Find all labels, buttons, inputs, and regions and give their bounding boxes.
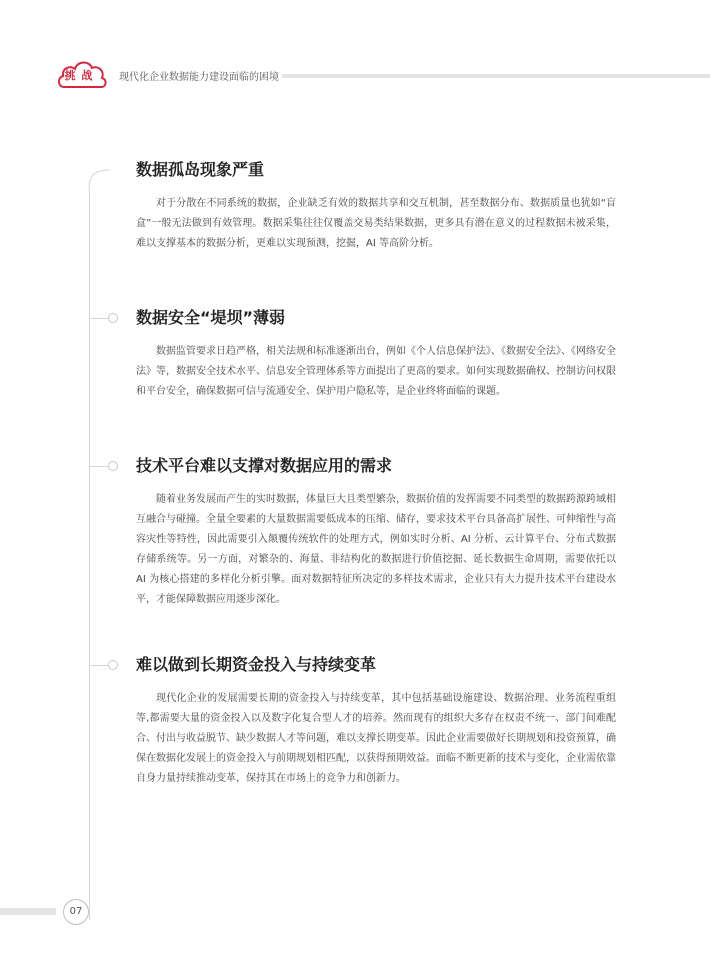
timeline-top-curve (88, 166, 112, 190)
challenge-badge (56, 56, 112, 90)
timeline-node (108, 660, 118, 670)
timeline-connector (90, 318, 110, 319)
timeline-connector (90, 466, 110, 467)
timeline-decoration (0, 150, 120, 920)
section-body: 数据监管要求日趋严格，相关法规和标准逐渐出台，例如《个人信息保护法》、《数据安全法》、《网络安全法》等，数据安全技术水平、信息安全管理体系等方面提出了更高的要求。如何实现数据确权、控制访问权限和平台安全，确保数据可信与流通安全、保护用户隐私等，是企业终将面临的课题。 (136, 346, 616, 397)
badge-label: 挑 战 (64, 69, 94, 82)
section-body: 对于分散在不同系统的数据，企业缺乏有效的数据共享和交互机制，甚至数据分布、数据质量也犹如“盲盒”一般无法做到有效管理。数据采集往往仅覆盖交易类结果数据，更多具有潜在意义的过程数据未被采集，难以支撑基本的数据分析，更难以实现预测，挖掘，AI 等高阶分析。 (136, 198, 616, 249)
page-number: 07 (63, 899, 89, 925)
section-tech-platform (136, 456, 616, 620)
header-title: 现代化企业数据能力建设面临的困境 (119, 72, 279, 83)
section-body: 现代化企业的发展需要长期的资金投入与持续变革，其中包括基础设施建设、数据治理、业务流程重组等,都需要大量的资金投入以及数字化复合型人才的培养。然而现有的组织大多存在权责不统一、部门间难配合、付出与收益脱节、缺少数据人才等问题，难以支撑长期变革。因此企业需要做好长期规划和投资预算，确保在数据化发展上的资金投入与前期规划相匹配，以获得预期效益。面临不断更新的技术与变化，企业需依靠自身力量持续推动变革，保持其在市场上的竞争力和创新力。 (136, 693, 616, 784)
page-header (0, 0, 710, 100)
section-data-silos (136, 160, 616, 264)
timeline-node (108, 461, 118, 471)
section-title: 难以做到长期资金投入与持续变革 (136, 655, 377, 674)
header-divider (282, 74, 710, 78)
timeline-node (108, 313, 118, 323)
section-long-term-investment (136, 655, 616, 799)
section-title: 数据安全“堤坝”薄弱 (136, 308, 286, 327)
section-data-security (136, 308, 616, 412)
timeline-connector (90, 665, 110, 666)
section-title: 技术平台难以支撑对数据应用的需求 (136, 456, 393, 475)
section-title: 数据孤岛现象严重 (136, 160, 265, 179)
section-body: 随着业务发展而产生的实时数据，体量巨大且类型繁杂，数据价值的发挥需要不同类型的数据跨源跨域相互融合与碰撞。全量全要素的大量数据需要低成本的压缩、储存，要求技术平台具备高扩展性、可伸缩性与高容灾性等特性，因此需要引入颠覆传统软件的处理方式，例如实时分析、AI 分析、云计算平台、分布式数据存储系统等。另一方面，对繁杂的、海量、非结构化的数据进行价值挖掘、延长数据生命周期，需要依托以 AI 为核心搭建的多样化分析引擎。面对数据特征所决定的多样技术需求，企业只有大力提升技术平台建设水平，才能保障数据应用逐步深化。 (136, 494, 616, 605)
footer-bar (0, 908, 56, 915)
timeline-line (89, 188, 90, 920)
